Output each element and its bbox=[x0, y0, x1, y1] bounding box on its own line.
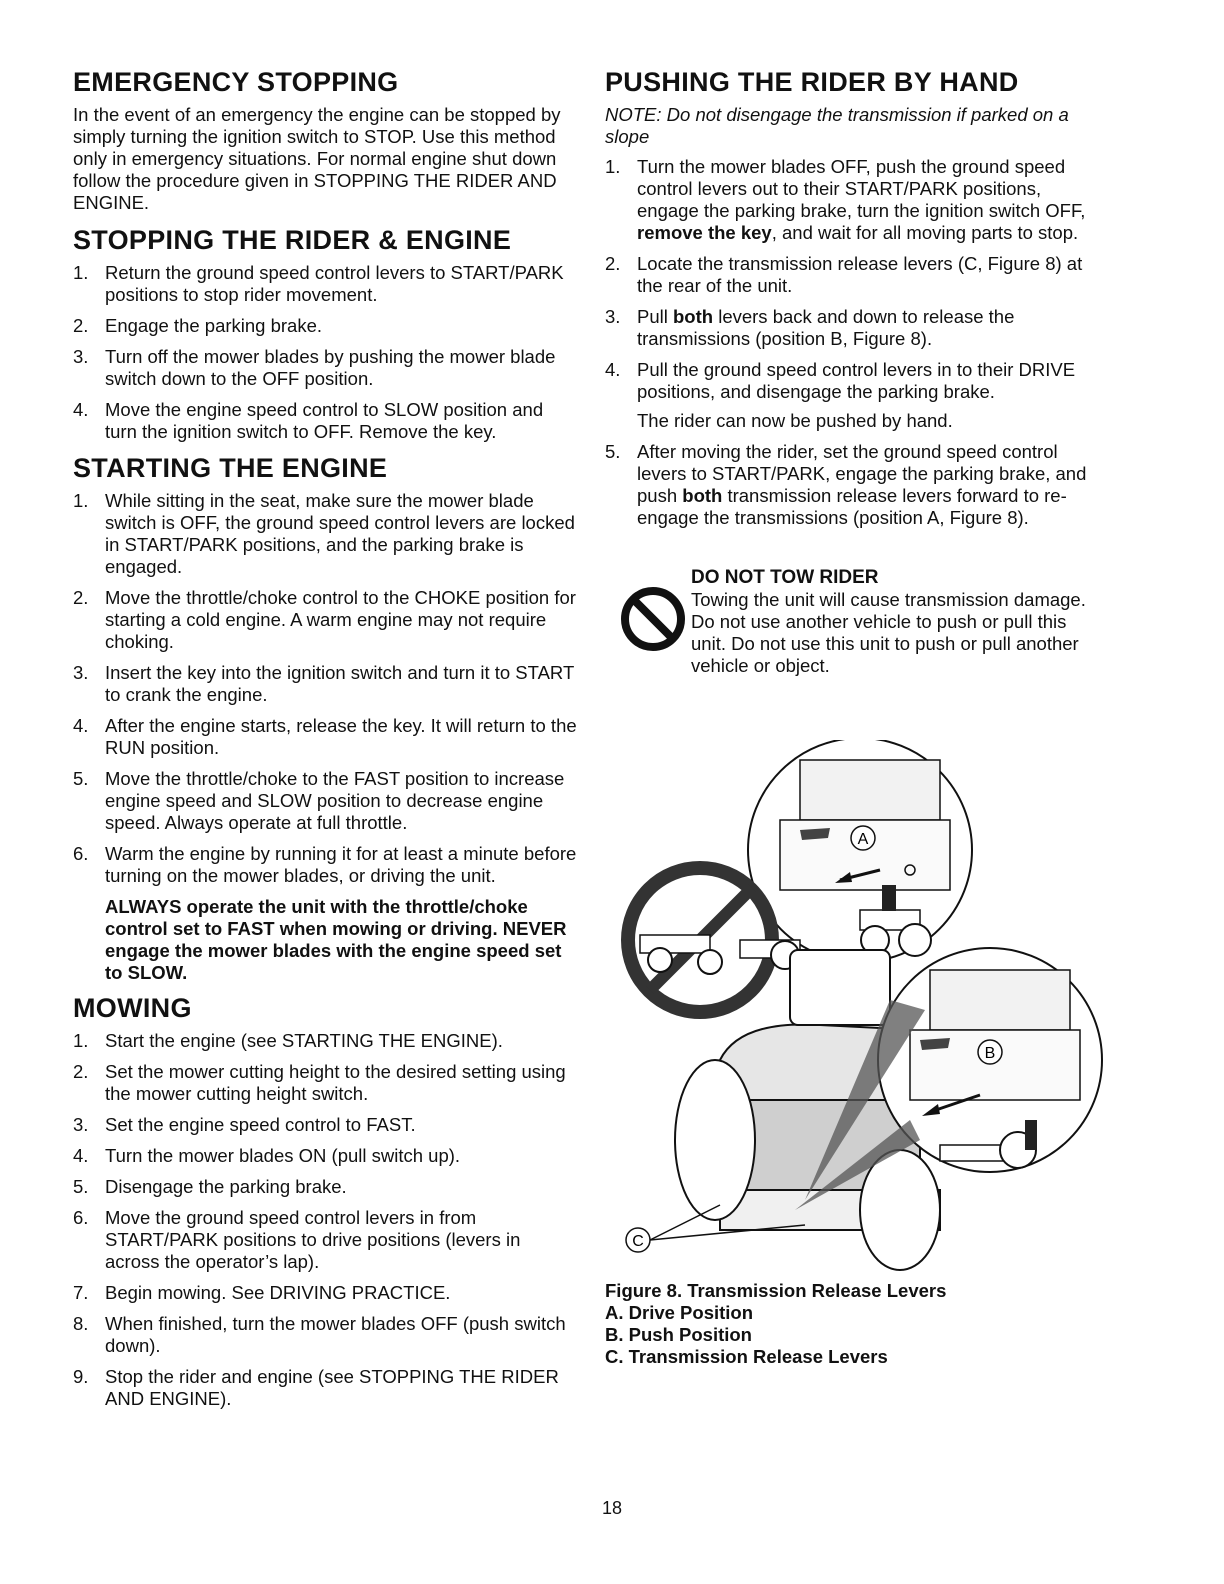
mowing-heading: MOWING bbox=[73, 993, 192, 1023]
label-c: C bbox=[632, 1233, 644, 1250]
stopping-heading: STOPPING THE RIDER & ENGINE bbox=[73, 225, 512, 255]
pushing-list bbox=[605, 156, 1105, 403]
list-item: 4. Turn the mower blades ON (pull switch up). bbox=[73, 1145, 461, 1166]
list-item: 9. Stop the rider and engine (see STOPPING THE RIDER AND ENGINE). bbox=[73, 1366, 559, 1409]
starting-heading: STARTING THE ENGINE bbox=[73, 453, 388, 483]
list-item: 2. Move the throttle/choke control to the CHOKE position for starting a cold engine. A warm engine may not require choking. bbox=[73, 587, 576, 652]
list-item: 1. While sitting in the seat, make sure the mower blade switch is OFF, the ground speed control levers are locked in START/PARK positions, and the parking brake is engaged. bbox=[73, 490, 575, 577]
emergency-stopping-text: In the event of an emergency the engine can be stopped by simply turning the ignition switch to STOP. Use this method only in emergency situations. For normal engine shut down follow the procedure given in STOPPING THE RIDER AND ENGINE. bbox=[73, 104, 561, 213]
label-a: A bbox=[857, 831, 869, 848]
do-not-tow-warning bbox=[605, 567, 1105, 677]
list-item: 5. After moving the rider, set the ground speed control levers to START/PARK, engage the parking brake, and push both transmission release levers forward to re-engage the transmissions (position A, Figure 8). bbox=[605, 441, 1087, 528]
caption-title: Figure 8. Transmission Release Levers bbox=[605, 1280, 947, 1301]
figure-caption bbox=[605, 1280, 946, 1368]
left-column bbox=[73, 66, 578, 1419]
list-item: 8. When finished, turn the mower blades OFF (push switch down). bbox=[73, 1313, 566, 1356]
warning-text-block bbox=[691, 567, 1105, 677]
label-b: B bbox=[984, 1045, 996, 1062]
stopping-list bbox=[73, 262, 578, 443]
list-item: 6. Move the ground speed control levers in from START/PARK positions to drive positions (levers in across the operator’s lap). bbox=[73, 1207, 521, 1272]
caption-legend-b: B. Push Position bbox=[605, 1324, 752, 1345]
list-item: 3. Pull both levers back and down to release the transmissions (position B, Figure 8). bbox=[605, 306, 1015, 349]
push-by-hand-note: The rider can now be pushed by hand. bbox=[637, 410, 953, 431]
detail-circle-a bbox=[748, 740, 972, 962]
list-item: 4. Move the engine speed control to SLOW position and turn the ignition switch to OFF. Remove the key. bbox=[73, 399, 544, 442]
list-item: 3. Insert the key into the ignition switch and turn it to START to crank the engine. bbox=[73, 662, 574, 705]
caption-legend-a: A. Drive Position bbox=[605, 1302, 754, 1323]
list-item: 3. Turn off the mower blades by pushing the mower blade switch down to the OFF position. bbox=[73, 346, 556, 389]
right-column bbox=[605, 66, 1105, 677]
list-item: 2. Set the mower cutting height to the desired setting using the mower cutting height switch. bbox=[73, 1061, 566, 1104]
list-item: 1. Turn the mower blades OFF, push the ground speed control levers out to their START/PARK positions, engage the parking brake, turn the ignition switch OFF, remove the key, and wait for all moving parts to stop. bbox=[605, 156, 1086, 243]
list-item: 3. Set the engine speed control to FAST. bbox=[73, 1114, 416, 1135]
page-number: 18 bbox=[601, 1498, 623, 1518]
throttle-warning: ALWAYS operate the unit with the throttle/choke control set to FAST when mowing or driving. NEVER engage the mower blades with the engine speed set to SLOW. bbox=[105, 896, 567, 983]
transmission-release-figure bbox=[620, 740, 1110, 1280]
list-item: 2. Locate the transmission release levers (C, Figure 8) at the rear of the unit. bbox=[605, 253, 1083, 296]
list-item: 4. After the engine starts, release the key. It will return to the RUN position. bbox=[73, 715, 577, 758]
list-item: 5. Disengage the parking brake. bbox=[73, 1176, 347, 1197]
list-item: 1. Return the ground speed control levers to START/PARK positions to stop rider movement. bbox=[73, 262, 564, 305]
mowing-list bbox=[73, 1030, 578, 1410]
list-item: 7. Begin mowing. See DRIVING PRACTICE. bbox=[73, 1282, 451, 1303]
list-item: 4. Pull the ground speed control levers in to their DRIVE positions, and disengage the parking brake. bbox=[605, 359, 1076, 402]
prohibition-icon bbox=[619, 585, 687, 653]
slope-note: NOTE: Do not disengage the transmission if parked on a slope bbox=[605, 104, 1069, 147]
pushing-heading: PUSHING THE RIDER BY HAND bbox=[605, 67, 1019, 97]
starting-list bbox=[73, 490, 578, 887]
warning-message: Towing the unit will cause transmission damage. Do not use another vehicle to push or pull this unit. Do not use this unit to push or pull another vehicle or object. bbox=[691, 589, 1086, 676]
warning-title: DO NOT TOW RIDER bbox=[691, 567, 879, 588]
emergency-stopping-heading: EMERGENCY STOPPING bbox=[73, 67, 399, 97]
list-item: 1. Start the engine (see STARTING THE ENGINE). bbox=[73, 1030, 503, 1051]
caption-legend-c: C. Transmission Release Levers bbox=[605, 1346, 888, 1367]
list-item: 5. Move the throttle/choke to the FAST position to increase engine speed and SLOW position to decrease engine speed. Always operate at full throttle. bbox=[73, 768, 565, 833]
list-item: 6. Warm the engine by running it for at least a minute before turning on the mower blades, or driving the unit. bbox=[73, 843, 577, 886]
list-item: 2. Engage the parking brake. bbox=[73, 315, 323, 336]
pushing-list-cont bbox=[605, 441, 1105, 529]
